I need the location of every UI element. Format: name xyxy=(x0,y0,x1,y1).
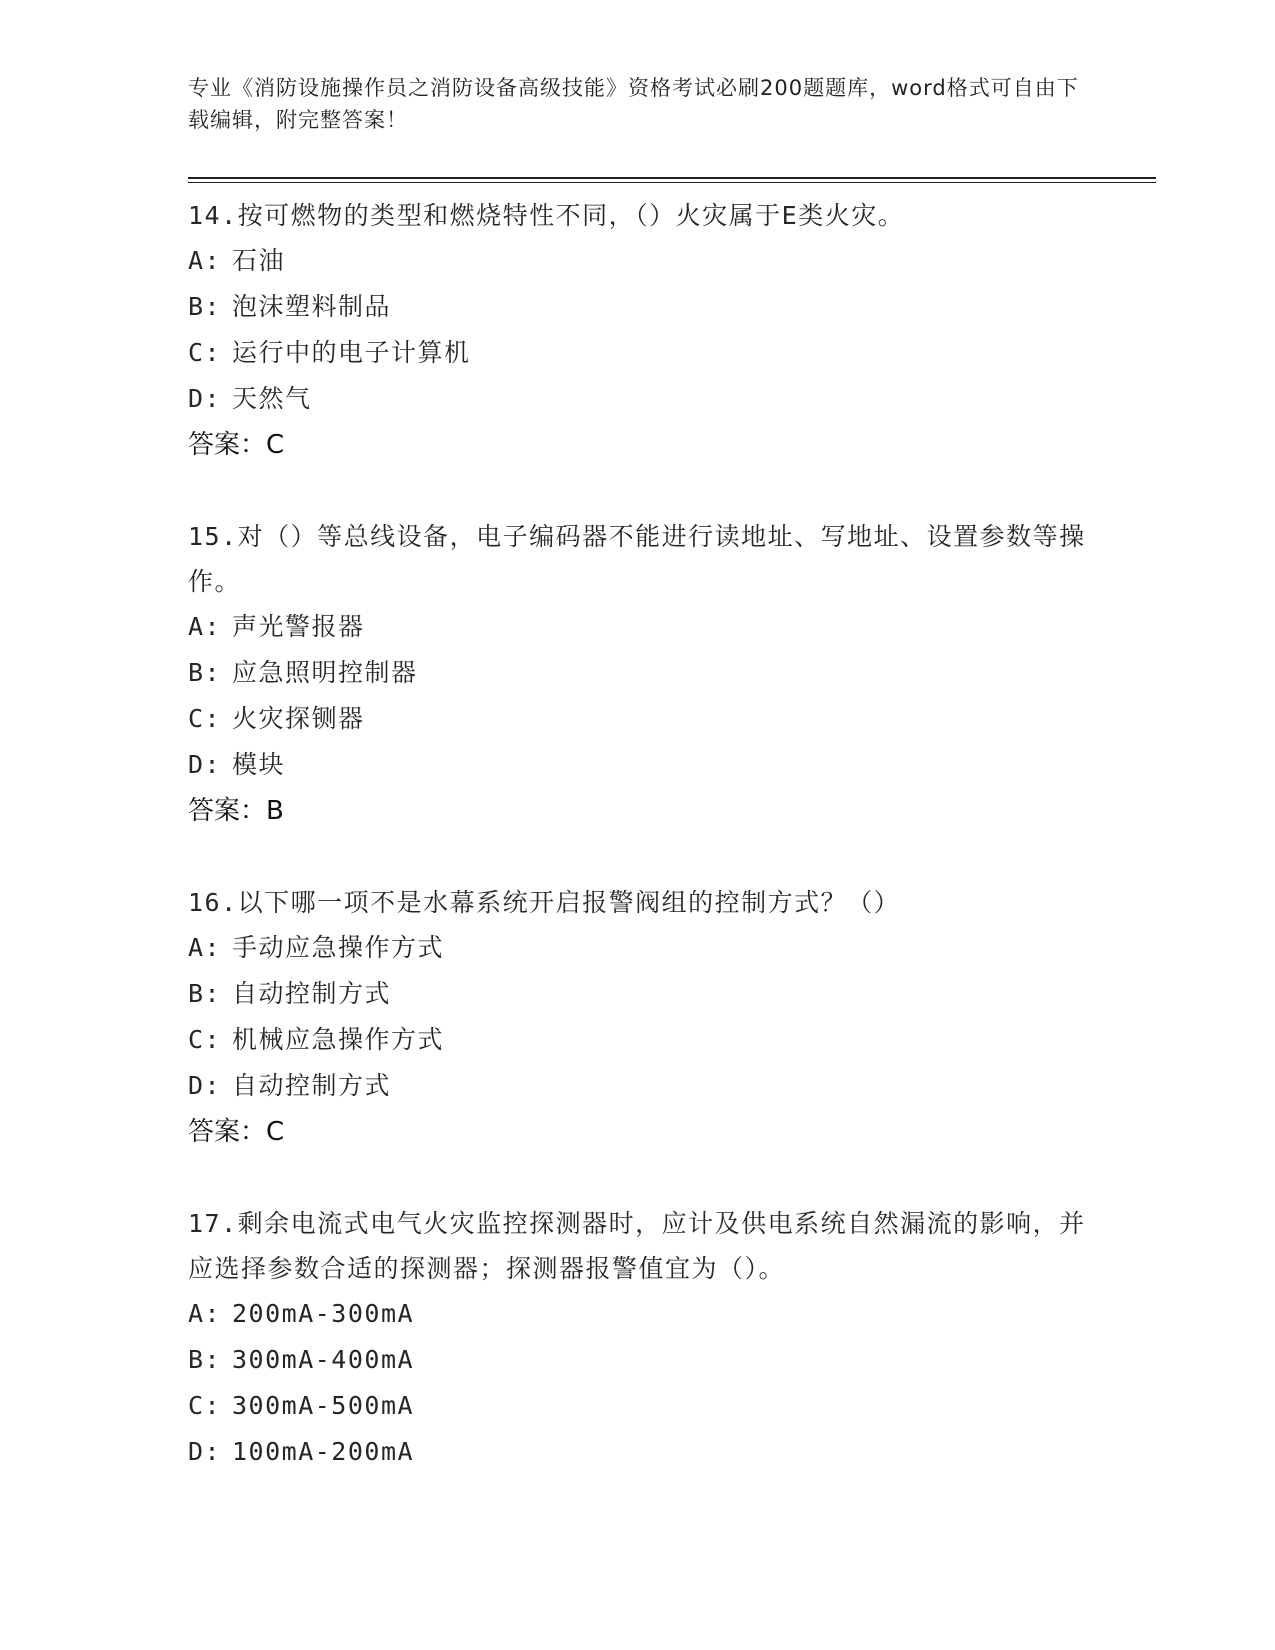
option-a xyxy=(188,1291,1088,1337)
option-key: B: xyxy=(188,658,222,687)
option-key: A: xyxy=(188,1299,222,1328)
option-key: A: xyxy=(188,612,222,641)
option-c xyxy=(188,330,1088,376)
option-key: C: xyxy=(188,704,222,733)
option-key: B: xyxy=(188,292,222,321)
option-d xyxy=(188,376,1088,422)
option-a xyxy=(188,604,1088,650)
option-d xyxy=(188,742,1088,788)
question-16 xyxy=(188,880,1088,1155)
option-text: 100mA-200mA xyxy=(232,1437,415,1466)
option-d xyxy=(188,1429,1088,1475)
answer-line: 答案：C xyxy=(188,1117,285,1147)
option-text: 200mA-300mA xyxy=(232,1299,415,1328)
option-text: 机械应急操作方式 xyxy=(232,1025,445,1054)
option-text: 应急照明控制器 xyxy=(232,658,418,687)
option-text: 自动控制方式 xyxy=(232,979,392,1008)
option-text: 运行中的电子计算机 xyxy=(232,338,471,367)
option-c xyxy=(188,696,1088,742)
option-key: B: xyxy=(188,979,222,1008)
option-d xyxy=(188,1063,1088,1109)
question-stem: 17.剩余电流式电气火灾监控探测器时，应计及供电系统自然漏流的影响，并应选择参数合适的探测器；探测器报警值宜为（）。 xyxy=(188,1209,1086,1283)
question-14 xyxy=(188,193,1088,468)
option-key: D: xyxy=(188,1071,222,1100)
question-list xyxy=(188,193,1088,1521)
option-b xyxy=(188,650,1088,696)
option-text: 泡沫塑料制品 xyxy=(232,292,392,321)
question-stem: 15.对（）等总线设备，电子编码器不能进行读地址、写地址、设置参数等操作。 xyxy=(188,522,1086,596)
option-text: 天然气 xyxy=(232,384,312,413)
option-text: 石油 xyxy=(232,246,286,275)
question-15 xyxy=(188,514,1088,834)
answer-line: 答案：C xyxy=(188,430,285,460)
option-key: C: xyxy=(188,1025,222,1054)
option-key: A: xyxy=(188,933,222,962)
option-b xyxy=(188,971,1088,1017)
header-rule-thin xyxy=(188,182,1156,183)
option-key: D: xyxy=(188,384,222,413)
option-key: C: xyxy=(188,1391,222,1420)
option-a xyxy=(188,925,1088,971)
option-text: 手动应急操作方式 xyxy=(232,933,445,962)
option-text: 火灾探铡器 xyxy=(232,704,365,733)
option-b xyxy=(188,284,1088,330)
question-17 xyxy=(188,1201,1088,1475)
document-header: 专业《消防设施操作员之消防设备高级技能》资格考试必刷200题题库，word格式可自由下载编辑，附完整答案！ xyxy=(188,76,1079,132)
option-text: 300mA-500mA xyxy=(232,1391,415,1420)
option-key: D: xyxy=(188,750,222,779)
question-stem: 14.按可燃物的类型和燃烧特性不同，（）火灾属于E类火灾。 xyxy=(188,201,905,230)
option-key: A: xyxy=(188,246,222,275)
option-key: D: xyxy=(188,1437,222,1466)
option-b xyxy=(188,1337,1088,1383)
option-a xyxy=(188,238,1088,284)
option-text: 声光警报器 xyxy=(232,612,365,641)
option-key: C: xyxy=(188,338,222,367)
option-text: 自动控制方式 xyxy=(232,1071,392,1100)
header-rule-thick xyxy=(188,177,1156,179)
answer-line: 答案：B xyxy=(188,796,284,826)
option-text: 300mA-400mA xyxy=(232,1345,415,1374)
option-c xyxy=(188,1017,1088,1063)
option-text: 模块 xyxy=(232,750,286,779)
question-stem: 16.以下哪一项不是水幕系统开启报警阀组的控制方式？（） xyxy=(188,888,901,917)
option-c xyxy=(188,1383,1088,1429)
option-key: B: xyxy=(188,1345,222,1374)
